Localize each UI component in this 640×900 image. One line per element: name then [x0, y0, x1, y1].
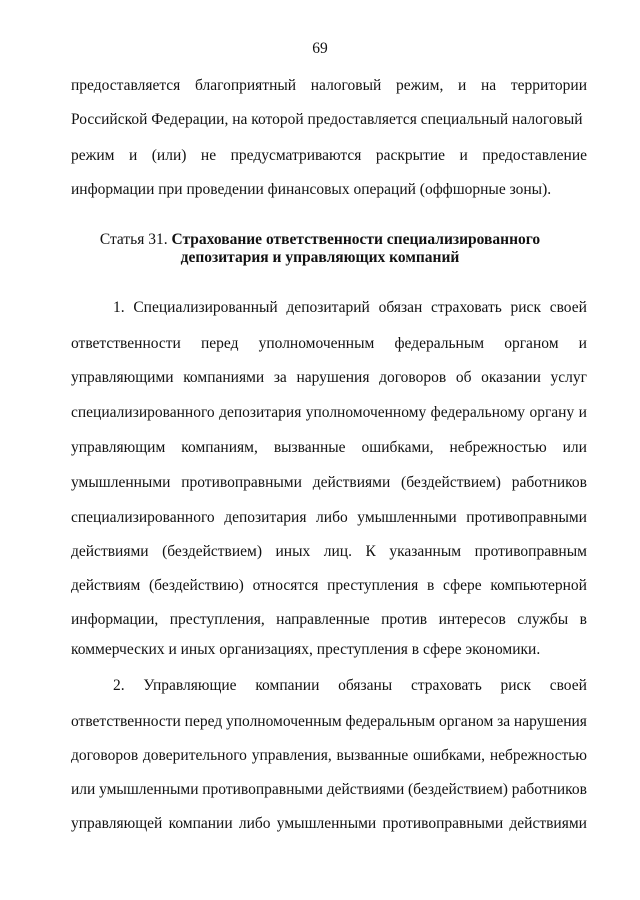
p2-line-1 [113, 676, 587, 696]
article-prefix: Статья 31. [99, 231, 172, 248]
text-word: управления, [251, 747, 332, 764]
text-word: интересов [438, 611, 506, 628]
text-word: (бездействием) [401, 474, 501, 491]
text-word: управляющим [71, 439, 166, 456]
p1-line-6 [71, 473, 587, 493]
text-word: уполномоченным [258, 335, 375, 352]
text-word: органом [504, 335, 559, 352]
text-word: риск [500, 677, 531, 694]
text-word: коммерческих и иных организациях, преступления в сфере экономики. [71, 641, 541, 658]
text-word: уполномоченным [225, 713, 342, 730]
text-word: 2. [113, 677, 125, 694]
text-word: относятся [252, 577, 319, 594]
text-word: небрежностью [489, 747, 587, 764]
text-word: специализированного [71, 509, 215, 526]
text-word: нарушения [296, 369, 370, 386]
p1-line-5 [71, 438, 587, 458]
text-word: либо [238, 815, 271, 832]
text-word: своей [549, 299, 587, 316]
text-word: об [455, 369, 472, 386]
p1-line-11 [71, 640, 587, 660]
text-word: службы [517, 611, 569, 628]
text-word: умышленными [99, 781, 199, 798]
text-word: за [273, 369, 287, 386]
text-word: иных [275, 543, 311, 560]
text-word: договоров [379, 369, 447, 386]
text-word: умышленными [357, 509, 457, 526]
intro-line-2 [71, 110, 587, 130]
text-word: обязаны [338, 677, 393, 694]
text-word: направленные [276, 611, 370, 628]
text-word: либо [316, 509, 348, 526]
text-word: противоправными [466, 509, 587, 526]
text-word: ошибками, [361, 439, 434, 456]
text-word: органом [438, 713, 494, 730]
text-word: риск [510, 299, 541, 316]
text-word: противоправными [382, 815, 504, 832]
text-word: 1. [113, 299, 125, 316]
text-word: или [562, 439, 587, 456]
text-word: работников [511, 474, 587, 491]
text-word: Специализированный [133, 299, 278, 316]
text-word: депозитарий [286, 299, 370, 316]
text-word: Российской Федерации, на которой предоставляется специальный налоговый [71, 111, 583, 128]
text-word: предоставляется [71, 77, 181, 94]
p1-line-3 [71, 368, 587, 388]
text-word: или [71, 781, 96, 798]
text-word: за [497, 713, 511, 730]
text-word: К [365, 543, 376, 560]
text-word: вызванные [336, 747, 409, 764]
p2-line-5 [71, 814, 587, 834]
p1-line-1 [113, 298, 587, 318]
text-word: работников [511, 781, 587, 798]
text-word: компании [168, 815, 233, 832]
text-word: федеральным [345, 713, 436, 730]
page-number: 69 [312, 40, 328, 57]
text-word: противоправными [202, 781, 323, 798]
p1-line-4 [71, 403, 587, 423]
text-word: компаниями [183, 369, 265, 386]
intro-line-4 [71, 180, 587, 200]
text-word: предоставление [482, 147, 587, 164]
text-word: против [381, 611, 428, 628]
text-word: ответственности [71, 713, 181, 730]
text-word: противоправным [474, 543, 587, 560]
text-word: компьютерной [490, 577, 587, 594]
text-word: доверительного [142, 747, 247, 764]
text-word: перед [184, 713, 223, 730]
text-word: сфере [443, 577, 482, 594]
text-word: федеральным [394, 335, 485, 352]
text-word: благоприятный [194, 77, 297, 94]
text-word: действиями [71, 543, 149, 560]
text-word: нарушения [513, 713, 587, 730]
text-word: территории [510, 77, 587, 94]
text-word: уполномоченному [305, 404, 427, 421]
text-word: противоправными [181, 474, 302, 491]
text-word: режим, [396, 77, 444, 94]
text-word: и [458, 77, 467, 94]
text-word: специализированного [71, 404, 215, 421]
text-word: (бездействием) [162, 543, 262, 560]
text-word: и [578, 335, 587, 352]
p2-line-2 [71, 712, 587, 732]
text-word: небрежностью [449, 439, 547, 456]
p2-line-4 [71, 780, 587, 800]
text-word: умышленными [276, 815, 377, 832]
text-word: оказании [481, 369, 541, 386]
text-word: не [200, 147, 217, 164]
article-heading-line-1 [0, 230, 640, 250]
text-word: (бездействию) [149, 577, 244, 594]
text-word: в [579, 611, 587, 628]
text-word: ошибками, [413, 747, 486, 764]
text-word: Управляющие [143, 677, 237, 694]
text-word: режим [71, 147, 115, 164]
text-word: вызванные [273, 439, 346, 456]
text-word: ответственности [71, 335, 181, 352]
text-word: умышленными [71, 474, 171, 491]
p1-line-7 [71, 508, 587, 528]
text-word: указанным [389, 543, 462, 560]
text-word: на [481, 77, 497, 94]
text-word: раскрытие [375, 147, 446, 164]
text-word: договоров [71, 747, 139, 764]
article-title-line-2: депозитария и управляющих компаний [180, 249, 460, 266]
p2-line-3 [71, 746, 587, 766]
text-word: страховать [410, 677, 482, 694]
text-word: (бездействием) [408, 781, 508, 798]
p1-line-8 [71, 542, 587, 562]
text-word: информации при проведении финансовых операций (оффшорные зоны). [71, 181, 552, 198]
text-word: в [426, 577, 435, 594]
p1-line-9 [71, 576, 587, 596]
text-word: налоговый [310, 77, 382, 94]
p1-line-10 [71, 610, 587, 630]
text-word: федеральному [430, 404, 526, 421]
text-word: предусматриваются [230, 147, 362, 164]
text-word: преступления [327, 577, 419, 594]
text-word: услуг [550, 369, 587, 386]
text-word: преступления, [169, 611, 265, 628]
intro-line-3 [71, 146, 587, 166]
text-word: действиями [326, 781, 405, 798]
text-word: перед [200, 335, 239, 352]
article-heading-line-2 [0, 248, 640, 268]
text-word: и [578, 404, 587, 421]
text-word: страховать [430, 299, 502, 316]
text-word: компании [255, 677, 320, 694]
text-word: и [459, 147, 468, 164]
text-word: управляющими [71, 369, 174, 386]
text-word: компаниям, [181, 439, 258, 456]
text-word: действиям [71, 577, 141, 594]
article-title-line-1: Страхование ответственности специализированного [171, 231, 541, 248]
text-word: действиями [312, 474, 391, 491]
text-word: действиями [509, 815, 587, 832]
p1-line-2 [71, 334, 587, 354]
text-word: лиц. [323, 543, 352, 560]
text-word: своей [549, 677, 587, 694]
text-word: депозитария [219, 404, 302, 421]
text-word: управляющей [71, 815, 163, 832]
text-word: информации, [71, 611, 159, 628]
text-word: органу [529, 404, 575, 421]
text-word: (или) [151, 147, 187, 164]
text-word: и [128, 147, 138, 164]
text-word: обязан [378, 299, 423, 316]
intro-line-1 [71, 76, 587, 96]
text-word: депозитария [224, 509, 307, 526]
